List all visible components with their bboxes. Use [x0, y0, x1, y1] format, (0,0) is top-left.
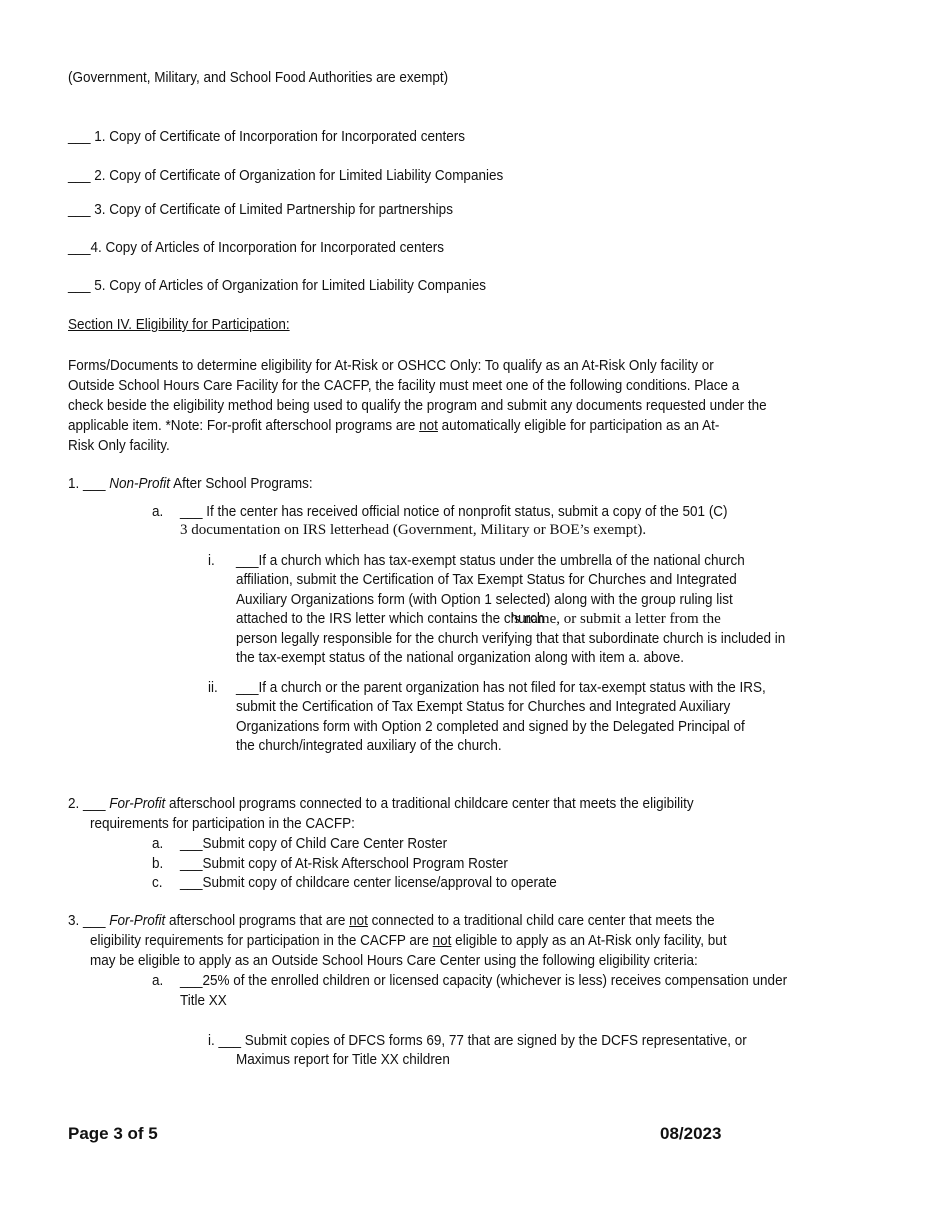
item-1ai-marker: i. — [208, 552, 215, 569]
not-emphasis: not — [419, 417, 438, 434]
item-2a-marker: a. — [152, 835, 164, 852]
item-1ai-line-3: Auxiliary Organizations form (with Option 1 selected) along with the group ruling list — [236, 591, 733, 608]
item-3ai-line-2: Maximus report for Title XX children — [236, 1051, 450, 1068]
item-1-heading: 1. ___ Non-Profit After School Programs: — [68, 475, 313, 492]
item-1ai-line-5: person legally responsible for the church verifying that that subordinate church is included in — [236, 630, 786, 647]
checklist-item-2: ___ 2. Copy of Certificate of Organization for Limited Liability Companies — [68, 167, 504, 184]
item-1ai-line-4: attached to the IRS letter which contains the church’s name, or submit a letter from the — [236, 610, 721, 627]
item-2c-marker: c. — [152, 874, 163, 891]
revision-date: 08/2023 — [660, 1124, 722, 1143]
item-1aii-line-4: the church/integrated auxiliary of the church. — [236, 737, 502, 754]
item-2c-text: ___Submit copy of childcare center license/approval to operate — [180, 874, 557, 891]
intro-line-2: Outside School Hours Care Facility for the CACFP, the facility must meet one of the following conditions. Place a — [68, 377, 740, 394]
section-title: Section IV. Eligibility for Participation: — [68, 316, 290, 333]
item-1ai-line-1: ___If a church which has tax-exempt status under the umbrella of the national church — [236, 552, 745, 569]
item-3a-line-1: ___25% of the enrolled children or licensed capacity (whichever is less) receives compensation under — [180, 972, 788, 989]
item-2b-text: ___Submit copy of At-Risk Afterschool Program Roster — [180, 855, 508, 872]
exempt-note: (Government, Military, and School Food Authorities are exempt) — [68, 69, 449, 86]
item-1ai-line-6: the tax-exempt status of the national organization along with item a. above. — [236, 649, 685, 666]
intro-line-3: check beside the eligibility method being used to qualify the program and submit any documents requested under the — [68, 397, 767, 414]
item-1aii-line-2: submit the Certification of Tax Exempt Status for Churches and Integrated Auxiliary — [236, 698, 731, 715]
item-1aii-marker: ii. — [208, 679, 218, 696]
item-1a-marker: a. — [152, 503, 164, 520]
item-2a-text: ___Submit copy of Child Care Center Roster — [180, 835, 448, 852]
intro-line-4: applicable item. *Note: For-profit afterschool programs are not automatically eligible for participation as an At- — [68, 417, 720, 434]
item-1a-line-2: 3 documentation on IRS letterhead (Government, Military or BOE’s exempt). — [180, 522, 647, 538]
item-3a-line-2: Title XX — [180, 992, 227, 1009]
item-3-heading: 3. ___ For-Profit afterschool programs that are not connected to a traditional child care center that meets the — [68, 912, 715, 929]
page-number: Page 3 of 5 — [68, 1124, 158, 1143]
item-2b-marker: b. — [152, 855, 164, 872]
intro-line-5: Risk Only facility. — [68, 437, 170, 454]
item-1aii-line-1: ___If a church or the parent organization has not filed for tax-exempt status with the IRS, — [236, 679, 766, 696]
item-3-line-2: eligibility requirements for participation in the CACFP are not eligible to apply as an At-Risk only facility, but — [90, 932, 727, 949]
checklist-item-3: ___ 3. Copy of Certificate of Limited Partnership for partnerships — [68, 201, 453, 218]
item-3a-marker: a. — [152, 972, 164, 989]
checklist-item-4: ___4. Copy of Articles of Incorporation for Incorporated centers — [68, 239, 444, 256]
checklist-item-5: ___ 5. Copy of Articles of Organization for Limited Liability Companies — [68, 277, 486, 294]
checklist-item-1: ___ 1. Copy of Certificate of Incorporation for Incorporated centers — [68, 128, 465, 145]
intro-paragraph — [68, 356, 878, 456]
item-1aii-line-3: Organizations form with Option 2 completed and signed by the Delegated Principal of — [236, 718, 745, 735]
intro-line-1: Forms/Documents to determine eligibility for At-Risk or OSHCC Only: To qualify as an At-Risk Only facility or — [68, 357, 714, 374]
item-2-line-2: requirements for participation in the CACFP: — [90, 815, 355, 832]
item-3ai-line-1: i. ___ Submit copies of DFCS forms 69, 77 that are signed by the DCFS representative, or — [208, 1032, 747, 1049]
item-3-line-3: may be eligible to apply as an Outside School Hours Care Center using the following eligibility criteria: — [90, 952, 698, 969]
item-2-heading: 2. ___ For-Profit afterschool programs connected to a traditional childcare center that meets the eligibility — [68, 795, 694, 812]
item-1a-line-1: ___ If the center has received official notice of nonprofit status, submit a copy of the 501 (C) — [180, 503, 728, 520]
item-1ai-line-2: affiliation, submit the Certification of Tax Exempt Status for Churches and Integrated — [236, 571, 737, 588]
